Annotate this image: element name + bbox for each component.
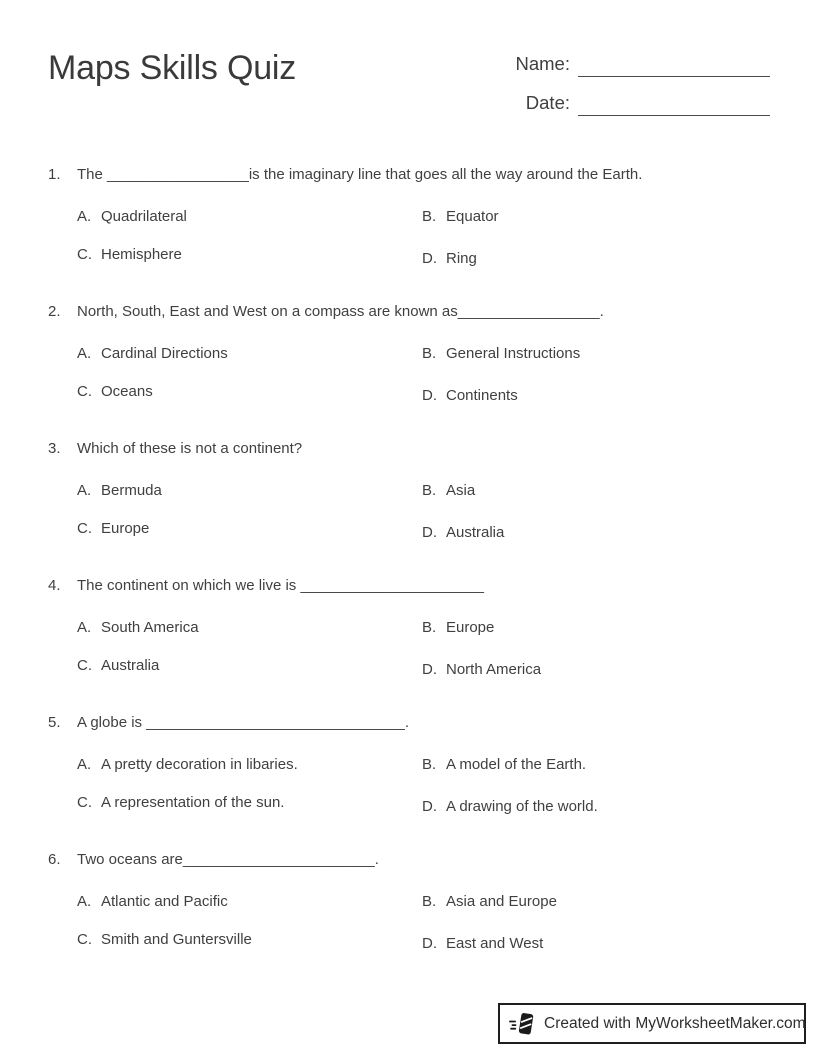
option-b bbox=[422, 618, 494, 638]
option-letter: C. bbox=[77, 246, 92, 263]
option-d bbox=[422, 797, 598, 817]
option-text: Ring bbox=[446, 250, 477, 267]
option-letter: A. bbox=[77, 619, 92, 636]
question-number: 2. bbox=[48, 303, 61, 320]
option-letter: B. bbox=[422, 345, 437, 362]
option-text: Atlantic and Pacific bbox=[101, 893, 228, 910]
option-a bbox=[77, 207, 187, 227]
option-letter: D. bbox=[422, 935, 437, 952]
option-letter: D. bbox=[422, 387, 437, 404]
option-text: Equator bbox=[446, 208, 499, 225]
option-text: South America bbox=[101, 619, 199, 636]
option-c bbox=[77, 519, 149, 539]
option-letter: A. bbox=[77, 893, 92, 910]
option-c bbox=[77, 382, 153, 402]
worksheet-maker-logo-icon bbox=[509, 1011, 535, 1037]
option-a bbox=[77, 755, 298, 775]
option-b bbox=[422, 755, 586, 775]
date-label: Date: bbox=[525, 92, 570, 113]
options-grid bbox=[48, 322, 788, 408]
option-a bbox=[77, 892, 228, 912]
option-text: General Instructions bbox=[446, 345, 581, 362]
option-letter: C. bbox=[77, 383, 92, 400]
option-text: Cardinal Directions bbox=[101, 345, 228, 362]
option-d bbox=[422, 386, 518, 406]
question-text: North, South, East and West on a compass are known as_________________. bbox=[77, 303, 604, 320]
options-grid bbox=[48, 185, 788, 271]
option-text: A drawing of the world. bbox=[446, 798, 598, 815]
option-text: A pretty decoration in libaries. bbox=[101, 756, 298, 773]
option-b bbox=[422, 892, 557, 912]
option-c bbox=[77, 930, 252, 950]
question-5 bbox=[48, 713, 788, 819]
option-letter: B. bbox=[422, 756, 437, 773]
option-a bbox=[77, 618, 199, 638]
option-text: Quadrilateral bbox=[101, 208, 187, 225]
option-text: Asia bbox=[446, 482, 476, 499]
date-line bbox=[578, 89, 770, 116]
question-2 bbox=[48, 302, 788, 408]
question-3 bbox=[48, 439, 788, 545]
option-b bbox=[422, 481, 475, 501]
credit-text: Created with MyWorksheetMaker.com bbox=[544, 1014, 806, 1032]
question-6 bbox=[48, 850, 788, 956]
name-line bbox=[578, 50, 770, 77]
option-text: Australia bbox=[446, 524, 505, 541]
option-c bbox=[77, 656, 159, 676]
question-text: Which of these is not a continent? bbox=[77, 440, 303, 457]
option-d bbox=[422, 660, 541, 680]
option-text: Continents bbox=[446, 387, 518, 404]
question-number: 3. bbox=[48, 440, 61, 457]
option-text: Asia and Europe bbox=[446, 893, 557, 910]
option-letter: A. bbox=[77, 756, 92, 773]
option-letter: A. bbox=[77, 208, 92, 225]
options-grid bbox=[48, 596, 788, 682]
option-letter: B. bbox=[422, 482, 437, 499]
option-text: East and West bbox=[446, 935, 544, 952]
date-field bbox=[526, 89, 770, 116]
options-grid bbox=[48, 459, 788, 545]
option-letter: C. bbox=[77, 520, 92, 537]
option-letter: C. bbox=[77, 931, 92, 948]
question-number: 4. bbox=[48, 577, 61, 594]
option-text: Australia bbox=[101, 657, 160, 674]
option-b bbox=[422, 207, 499, 227]
name-field bbox=[516, 50, 771, 77]
option-letter: B. bbox=[422, 208, 437, 225]
option-text: Oceans bbox=[101, 383, 153, 400]
option-d bbox=[422, 934, 543, 954]
option-text: Hemisphere bbox=[101, 246, 182, 263]
option-letter: C. bbox=[77, 657, 92, 674]
option-text: Europe bbox=[446, 619, 495, 636]
options-grid bbox=[48, 733, 788, 819]
option-c bbox=[77, 245, 182, 265]
option-letter: D. bbox=[422, 250, 437, 267]
option-b bbox=[422, 344, 580, 364]
option-d bbox=[422, 249, 477, 269]
question-text: The _________________is the imaginary line that goes all the way around the Earth. bbox=[77, 166, 643, 183]
question-number: 6. bbox=[48, 851, 61, 868]
option-letter: A. bbox=[77, 345, 92, 362]
name-label: Name: bbox=[515, 53, 570, 74]
option-d bbox=[422, 523, 504, 543]
option-letter: D. bbox=[422, 798, 437, 815]
option-text: Europe bbox=[101, 520, 150, 537]
option-letter: C. bbox=[77, 794, 92, 811]
page-title: Maps Skills Quiz bbox=[48, 49, 297, 87]
option-a bbox=[77, 344, 228, 364]
option-text: North America bbox=[446, 661, 542, 678]
question-text: A globe is _______________________________. bbox=[77, 714, 409, 731]
credit-box bbox=[498, 1003, 806, 1044]
options-grid bbox=[48, 870, 788, 956]
option-letter: D. bbox=[422, 524, 437, 541]
option-letter: B. bbox=[422, 619, 437, 636]
option-c bbox=[77, 793, 284, 813]
option-text: A representation of the sun. bbox=[101, 794, 285, 811]
question-1 bbox=[48, 165, 788, 271]
option-text: Bermuda bbox=[101, 482, 162, 499]
option-letter: D. bbox=[422, 661, 437, 678]
question-text: The continent on which we live is ______________________ bbox=[77, 577, 484, 594]
question-4 bbox=[48, 576, 788, 682]
question-number: 1. bbox=[48, 166, 61, 183]
option-a bbox=[77, 481, 162, 501]
option-text: A model of the Earth. bbox=[446, 756, 587, 773]
question-text: Two oceans are_______________________. bbox=[77, 851, 379, 868]
option-letter: A. bbox=[77, 482, 92, 499]
option-text: Smith and Guntersville bbox=[101, 931, 252, 948]
question-number: 5. bbox=[48, 714, 61, 731]
option-letter: B. bbox=[422, 893, 437, 910]
